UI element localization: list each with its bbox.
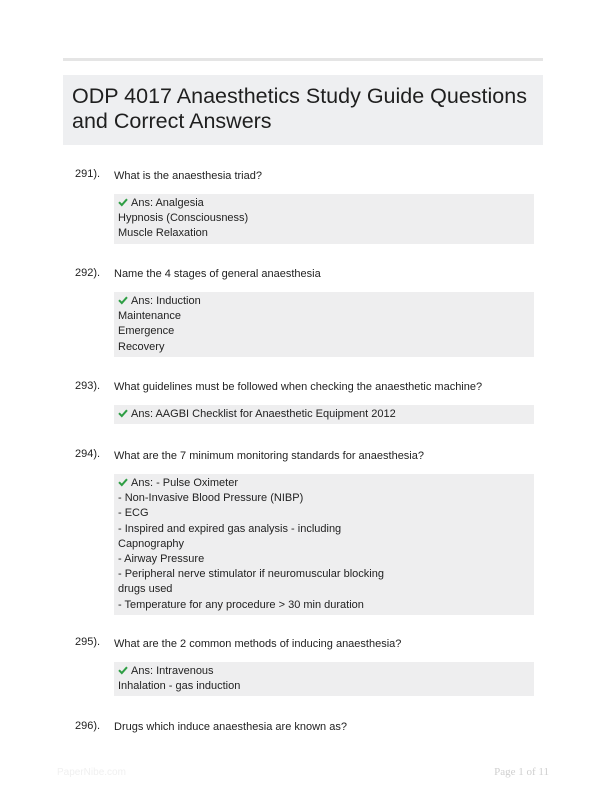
page-title [72,84,533,134]
answer-line: Ans: Intravenous [118,664,530,679]
question-text: Drugs which induce anaesthesia are known as? [114,721,347,733]
question-number: 295). [75,636,101,648]
page-number: Page 1 of 11 [494,766,549,778]
title-line-2: and Correct Answers [72,109,272,133]
footer-watermark: PaperNibe.com [57,767,126,778]
check-icon [118,665,128,675]
check-icon [118,477,128,487]
answer-line: Recovery [118,340,165,353]
question-number: 296). [75,720,101,732]
answer-line: Ans: AAGBI Checklist for Anaesthetic Equipment 2012 [118,407,530,422]
check-icon [118,408,128,418]
answer-line: Ans: Induction [118,294,530,309]
answer-line: Ans: - Pulse Oximeter [118,476,530,491]
answer-line: - Inspired and expired gas analysis - including [118,522,342,535]
answer-box [114,405,534,424]
top-divider [63,58,543,61]
answer-line: Ans: Analgesia [118,196,530,211]
check-icon [118,295,128,305]
answer-line: - Temperature for any procedure > 30 min duration [118,598,364,611]
question-text: Name the 4 stages of general anaesthesia [114,268,321,280]
question-number: 293). [75,380,101,392]
answer-line: drugs used [118,583,173,596]
question-text: What guidelines must be followed when checking the anaesthetic machine? [114,381,483,393]
title-line-1: ODP 4017 Anaesthetics Study Guide Questions [72,84,527,108]
question-text: What are the 2 common methods of inducing anaesthesia? [114,638,402,650]
answer-box [114,292,534,357]
answer-line: Capnography [118,537,185,550]
question-number: 291). [75,168,101,180]
answer-line: Emergence [118,325,175,338]
answer-line: Maintenance [118,310,181,323]
answer-line: Hypnosis (Consciousness) [118,212,249,225]
question-text: What is the anaesthesia triad? [114,170,262,182]
question-number: 292). [75,267,101,279]
answer-line: Inhalation - gas induction [118,680,241,693]
question-number: 294). [75,448,101,460]
answer-line: - Airway Pressure [118,553,205,566]
check-icon [118,197,128,207]
answer-box [114,474,534,615]
answer-line: Muscle Relaxation [118,227,208,240]
answer-line: - Non-Invasive Blood Pressure (NIBP) [118,492,304,505]
answer-box [114,194,534,244]
title-banner [63,75,543,145]
question-text: What are the 7 minimum monitoring standards for anaesthesia? [114,450,424,462]
answer-box [114,662,534,696]
answer-line: - Peripheral nerve stimulator if neuromuscular blocking [118,568,384,581]
answer-line: - ECG [118,507,149,520]
